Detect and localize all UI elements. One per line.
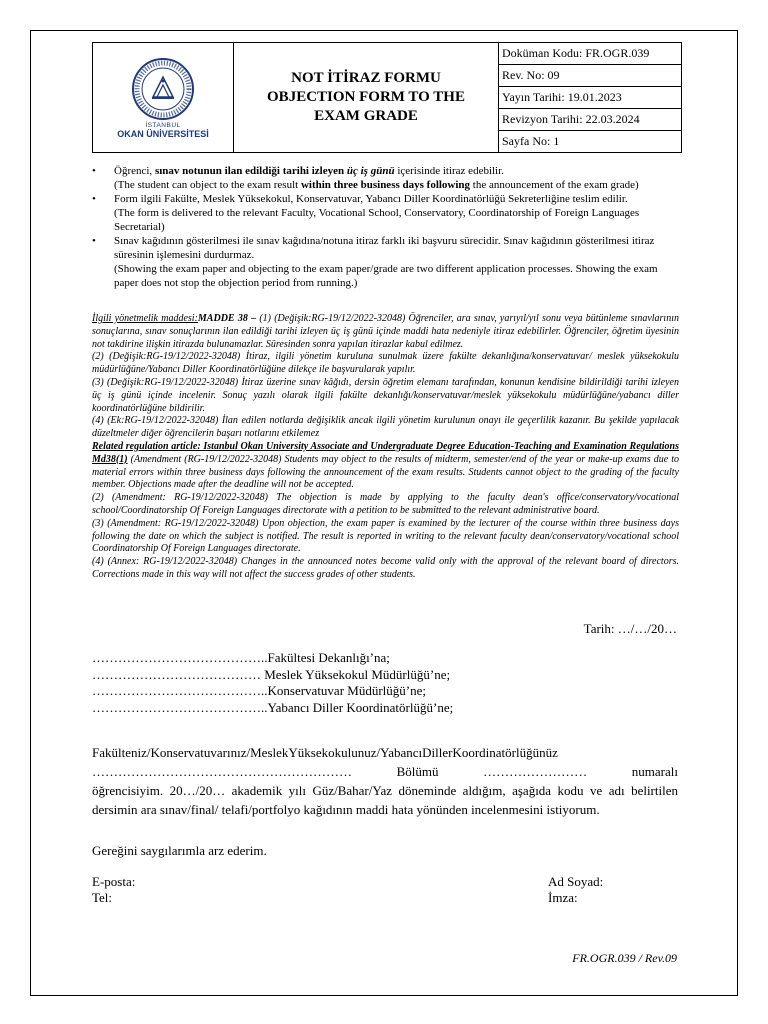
petition-body [92, 743, 678, 819]
university-logo [93, 57, 233, 139]
regulation-en-4: (4) (Annex: RG-19/12/2022-32048) Changes in the announced notes become valid only with the approval of the relevant board of directors. Corrections made in this way will not affect the success grades of other students. [92, 556, 679, 580]
revision-date: Revizyon Tarihi: 22.03.2024 [499, 109, 682, 131]
student-number-blank: …………………… [483, 764, 588, 779]
email-label: E-posta: [92, 874, 136, 889]
regulation-en-3: (3) (Amendment: RG-19/12/2022-32048) Upon objection, the exam paper is examined by the lecturer of the course within three business days following the date on which the subject is notified. The result is reported in writing to the relevant faculty dean/conservatory/vocational school Coordinatorship Of Foreign Languages directorate. [92, 517, 679, 555]
document-code: Doküman Kodu: FR.OGR.039 [499, 43, 682, 65]
regulation-text [92, 313, 679, 582]
publish-date: Yayın Tarihi: 19.01.2023 [499, 87, 682, 109]
document-header [92, 42, 682, 153]
regulation-en-2: (2) (Amendment: RG-19/12/2022-32048) The objection is made by applying to the faculty dean's office/conservatory/vocational school/Coordinatorship Of Foreign Languages directorate with a petition to be submitted to the relevant administrative board. [92, 492, 679, 516]
addressee-vocational-school: ………………………………… Meslek Yüksekokul Müdürlüğü’ne; [92, 666, 451, 682]
instruction-en: (The form is delivered to the relevant Faculty, Vocational School, Conservatory, Coordinatorship of Foreign Languages Secretarial) [114, 207, 640, 233]
instruction-en: (The student can object to the exam result within three business days following the announcement of the exam grade) [114, 179, 639, 191]
instruction-tr: Öğrenci, sınav notunun ilan edildiği tarihi izleyen üç iş günü içerisinde itiraz edebilir. [114, 165, 504, 177]
logo-cell [93, 43, 234, 153]
date-line: Tarih: …/…/20… [583, 621, 677, 636]
instruction-en: (Showing the exam paper and objecting to the exam paper/grade are two different application processes. Showing the exam paper does not stop the objection period from running.) [114, 263, 658, 289]
signature-label: İmza: [548, 890, 578, 905]
title-line-3: EXAM GRADE [314, 108, 418, 124]
closing-line: Gereğini saygılarımla arz ederim. [92, 843, 267, 858]
page-number: Sayfa No: 1 [499, 131, 682, 153]
title-line-1: NOT İTİRAZ FORMU [291, 70, 441, 86]
regulation-tr-3: (3) (Değişik:RG-19/12/2022-32048) İtiraz üzerine sınav kâğıdı, dersin öğretim elemanı tarafından, konunun kendisine bildirildiği tarihi izleyen üç iş günü içinde incelenir. Sonuç yazılı olarak ilgili fakülte dekanlığı/konservatuvar/meslek yüksekokulu müdürlüğüne/yabancı diller koordinatörlüğüne bildirilir. [92, 376, 679, 414]
instruction-item [92, 164, 680, 192]
regulation-en-1: Related regulation article: Istanbul Okan University Associate and Undergraduate Degree Education-Teaching and Examination Regulations Md38(1) (Amendment (RG-19/12/2022-32048) Students may object to the results of midterm, semester/end of the year or make-up exams due to material errors within three business days following the announcement of the exam results. Students cannot object to the grading of the faculty member. Objections made after the deadline will not be accepted. [92, 440, 679, 491]
petition-line-1: Fakülteniz/Konservatuvarınız/MeslekYüksekokulunuz/YabancıDillerKoordinatörlüğünüz [92, 745, 558, 760]
addressee-list [92, 650, 453, 716]
instruction-tr: Sınav kağıdının gösterilmesi ile sınav kağıdına/notuna itiraz farklı iki başvuru sürecidir. Sınav kağıdının gösterilmesi itiraz süresinin işlemesini durdurmaz. [114, 235, 655, 261]
petition-rest: öğrencisiyim. 20…/20… akademik yılı Güz/Bahar/Yaz döneminde aldığım, aşağıda kodu ve adı belirtilen dersimin ara sınav/final/ telafi/portfolyo kağıdının maddi hata yönünden incelenmesini istiyorum. [92, 783, 678, 817]
instruction-item [92, 234, 680, 290]
addressee-faculty: …………………………………..Fakültesi Dekanlığı’na; [92, 650, 390, 665]
name-label: Ad Soyad: [548, 874, 604, 889]
logo-line-2: OKAN ÜNİVERSİTESİ [117, 128, 209, 139]
regulation-tr-4: (4) (Ek:RG-19/12/2022-32048) İlan edilen notlarda değişiklik ancak ilgili yönetim kurulunun onayı ile geçerlilik kazanır. Bu şekilde yapılacak düzeltmeler diğer öğrencilerin başarı notlarını etkilemez [92, 415, 679, 440]
logo-line-1: İSTANBUL [145, 121, 181, 129]
bullet-icon: • [92, 165, 96, 177]
instruction-tr: Form ilgili Fakülte, Meslek Yüksekokul, Konservatuvar, Yabancı Diller Koordinatörlüğü Sekreterliğine teslim edilir. [114, 193, 628, 205]
footer-document-code: FR.OGR.039 / Rev.09 [572, 951, 677, 965]
regulation-tr-2: (2) (Değişik:RG-19/12/2022-32048) İtiraz, ilgili yönetim kuruluna sunulmak üzere fakülte dekanlığına/konservatuvar/ meslek yüksekokulu müdürlüğüne/Yabancı Diller Koordinatörlüğüne dilekçe ile başvurularak yapılır. [92, 351, 679, 376]
addressee-foreign-languages: …………………………………..Yabancı Diller Koordinatörlüğü’ne; [92, 699, 454, 715]
department-blank: …………………………………………………… [92, 764, 352, 779]
bullet-icon: • [92, 193, 96, 205]
instructions-list [92, 164, 680, 290]
bullet-icon: • [92, 235, 96, 247]
addressee-conservatory: …………………………………..Konservatuvar Müdürlüğü’ne; [92, 683, 426, 698]
contact-right [548, 874, 603, 906]
tel-label: Tel: [92, 890, 113, 905]
instruction-item [92, 192, 680, 234]
petition-line-2: …………………………………………………… Bölümü …………………… numaralı [92, 764, 678, 779]
title-line-2: OBJECTION FORM TO THE [267, 89, 465, 105]
university-seal-icon [131, 57, 195, 121]
revision-number: Rev. No: 09 [499, 65, 682, 87]
regulation-tr-1: İlgili yönetmelik maddesi:MADDE 38 – (1) (Değişik:RG-19/12/2022-32048) Öğrenciler, ara sınav, yarıyıl/yıl sonu veya bütünleme sınavlarının sonuçlarına, sınav sonuçlarının ilan edildiği tarihi izleyen üç iş günü içinde maddi hata nedeniyle itiraz edebilirler. Öğrenciler, öğretim üyesinin not takdirine ilişkin itirazda bulunamazlar. Süresinden sonra yapılan itirazlar kabul edilmez. [92, 313, 679, 350]
contact-left [92, 874, 135, 906]
form-title [234, 43, 499, 153]
